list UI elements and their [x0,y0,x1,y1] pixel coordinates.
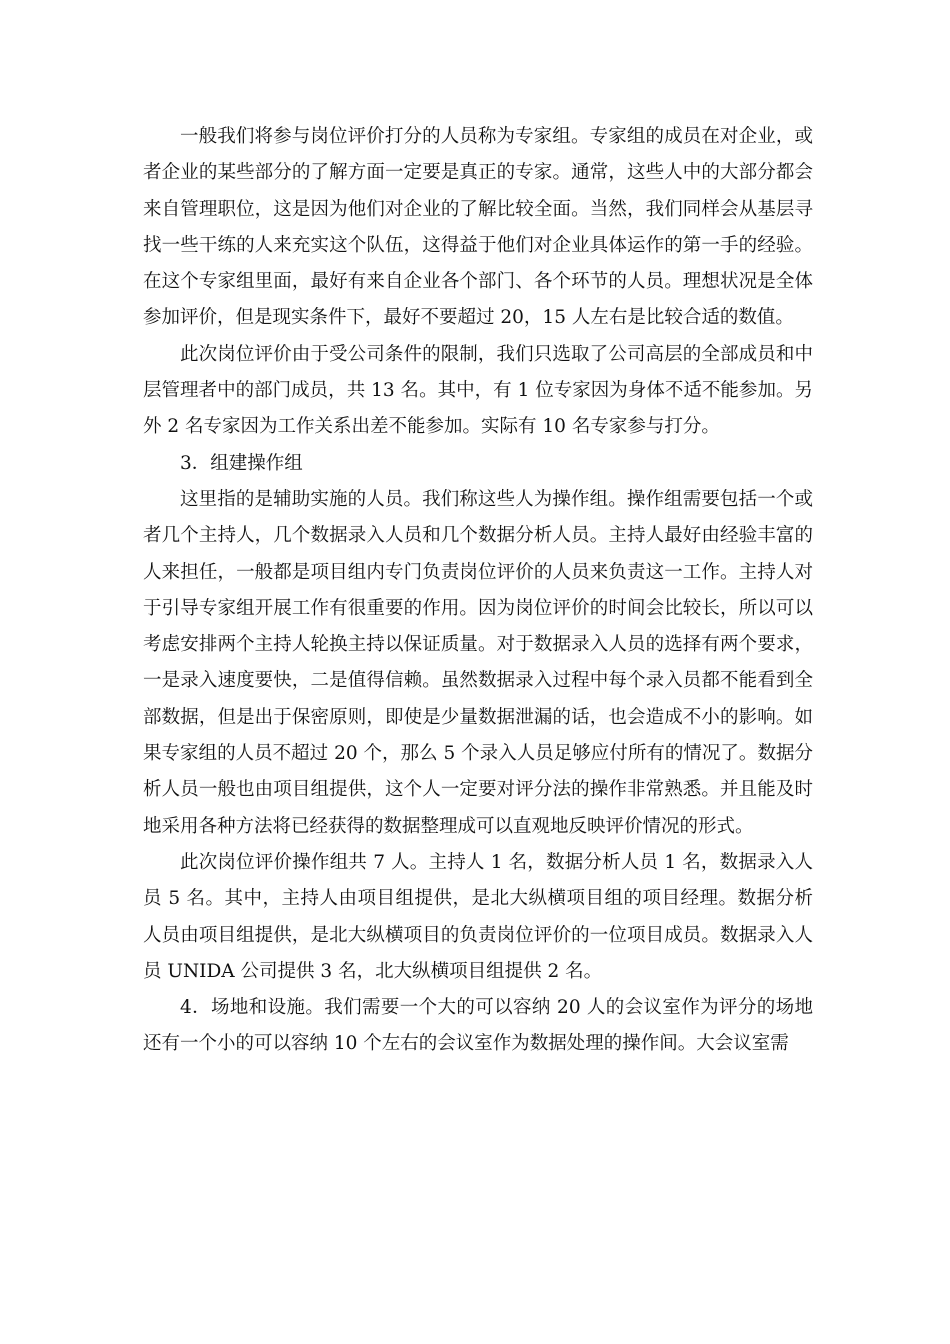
section-heading-operation-group: 3．组建操作组 [180,452,303,474]
document-body [143,119,813,1063]
paragraph-expert-selection: 此次岗位评价由于受公司条件的限制，我们只选取了公司高层的全部成员和中层管理者中的部门成员，共 13 名。其中，有 1 位专家因为身体不适不能参加。另外 2 名专家因为工作关系出差不能参加。实际有 10 名专家参与打分。 [143,343,813,438]
paragraph-operation-group: 这里指的是辅助实施的人员。我们称这些人为操作组。操作组需要包括一个或者几个主持人，几个数据录入人员和几个数据分析人员。主持人最好由经验丰富的人来担任，一般都是项目组内专门负责岗位评价的人员来负责这一工作。主持人对于引导专家组开展工作有很重要的作用。因为岗位评价的时间会比较长，所以可以考虑安排两个主持人轮换主持以保证质量。对于数据录入人员的选择有两个要求，一是录入速度要快，二是值得信赖。虽然数据录入过程中每个录入员都不能看到全部数据，但是出于保密原则，即使是少量数据泄漏的话，也会造成不小的影响。如果专家组的人员不超过 20 个，那么 5 个录入人员足够应付所有的情况了。数据分析人员一般也由项目组提供，这个人一定要对评分法的操作非常熟悉。并且能及时地采用各种方法将已经获得的数据整理成可以直观地反映评价情况的形式。 [143,488,813,837]
paragraph-venue-facilities: 4．场地和设施。我们需要一个大的可以容纳 20 人的会议室作为评分的场地还有一个小的可以容纳 10 个左右的会议室作为数据处理的操作间。大会议室需 [143,997,813,1055]
paragraph-operation-staffing: 此次岗位评价操作组共 7 人。主持人 1 名，数据分析人员 1 名，数据录入人员 5 名。其中，主持人由项目组提供，是北大纵横项目组的项目经理。数据分析人员由项目组提供，是北大纵横项目的负责岗位评价的一位项目成员。数据录入人员 UNIDA 公司提供 3 名，北大纵横项目组提供 2 名。 [143,851,813,982]
paragraph-expert-group: 一般我们将参与岗位评价打分的人员称为专家组。专家组的成员在对企业，或者企业的某些部分的了解方面一定要是真正的专家。通常，这些人中的大部分都会来自管理职位，这是因为他们对企业的了解比较全面。当然，我们同样会从基层寻找一些干练的人来充实这个队伍，这得益于他们对企业具体运作的第一手的经验。在这个专家组里面，最好有来自企业各个部门、各个环节的人员。理想状况是全体参加评价，但是现实条件下，最好不要超过 20，15 人左右是比较合适的数值。 [143,126,813,329]
